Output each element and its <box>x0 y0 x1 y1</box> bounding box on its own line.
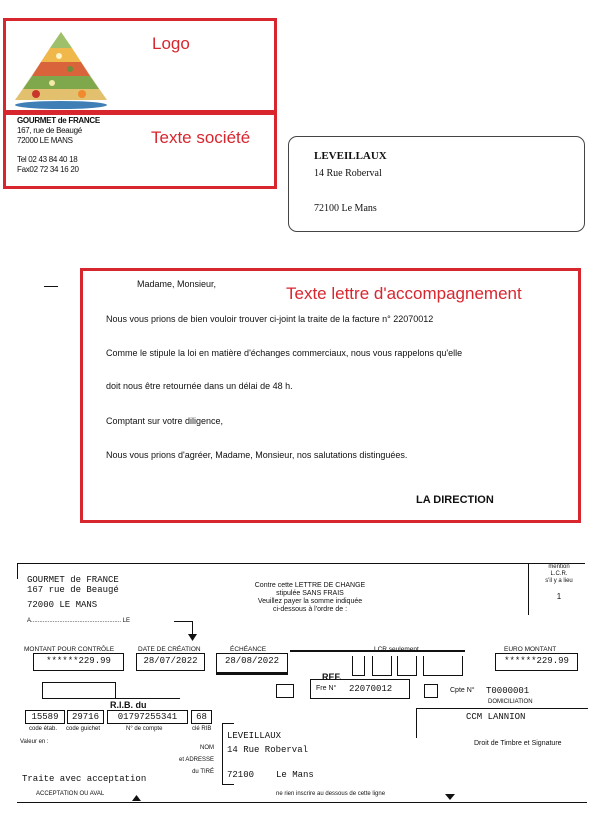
draft-bottom-rule <box>17 802 587 803</box>
amount-control-label: MONTANT POUR CONTRÔLE <box>24 646 115 653</box>
rib-key: 68 <box>196 712 207 722</box>
control-amount: ******229.99 <box>46 656 111 666</box>
creation-date: 28/07/2022 <box>143 656 198 666</box>
letter-greeting: Madame, Monsieur, <box>137 279 217 289</box>
rib-bracket <box>100 698 180 699</box>
lcr-segment-3 <box>397 656 417 676</box>
letter-paragraph-3: doit nous être retournée dans un délai de 48 h. <box>106 381 293 391</box>
euro-amount-box <box>495 653 578 671</box>
company-street: 167, rue de Beaugé <box>17 126 82 135</box>
letter-annotation-label: Texte lettre d'accompagnement <box>286 284 522 303</box>
drawee-city: Le Mans <box>276 770 314 780</box>
creation-date-box <box>136 653 205 671</box>
drawee-postcode: 72100 <box>227 770 255 780</box>
lcr-segment-4 <box>423 656 463 676</box>
acceptance-text: Traite avec acceptation <box>22 774 147 784</box>
adresse-label: et ADRESSE <box>178 757 214 763</box>
branch-code: 29716 <box>71 712 99 722</box>
due-date-box <box>216 653 288 675</box>
down-arrow-icon <box>188 634 197 641</box>
draft-top-rule <box>17 563 585 564</box>
recipient-city: 72100 Le Mans <box>314 203 377 214</box>
mention-box-divider <box>528 563 529 615</box>
place-date-line: A...................................................... LE <box>27 618 131 624</box>
food-pyramid-logo <box>12 28 110 110</box>
rib-key-box <box>191 710 212 724</box>
mention-label-1: mention <box>548 564 570 570</box>
lcr-bracket-top <box>290 650 465 652</box>
drawee-box-bottom <box>222 784 234 785</box>
drawee-box-top <box>222 723 234 724</box>
domiciliation-bank: CCM LANNION <box>466 712 526 722</box>
ref-label: REF. <box>322 672 342 682</box>
letter-signature: LA DIRECTION <box>416 494 494 506</box>
creation-arrow-line-v <box>192 621 193 635</box>
account-number-box <box>107 710 188 724</box>
tire-label: du TIRÉ <box>192 769 214 775</box>
blank-box-mid <box>276 684 294 698</box>
rib-label: R.I.B. du <box>110 700 147 710</box>
company-city: 72000 LE MANS <box>17 136 73 145</box>
euro-amount: ******229.99 <box>504 656 569 666</box>
mention-label-3: s'il y a lieu <box>545 578 573 584</box>
lcr-segment-1 <box>352 656 365 676</box>
due-date-label: ÉCHÉANCE <box>230 646 267 653</box>
invoice-number-label: Fre N° <box>316 685 337 692</box>
invoice-number: 22070012 <box>349 684 393 694</box>
letter-paragraph-4: Comptant sur votre diligence, <box>106 416 224 426</box>
recipient-name: LEVEILLAUX <box>314 150 387 162</box>
company-block <box>17 116 100 175</box>
letter-paragraph-2: Comme le stipule la loi en matière d'échanges commerciaux, nous vous rappelons qu'elle <box>106 348 463 358</box>
down-arrow-icon <box>445 794 455 800</box>
drawer-block <box>27 575 119 610</box>
bank-code: 15589 <box>31 712 59 722</box>
blank-box-left <box>42 682 116 699</box>
drawer-name: GOURMET de FRANCE <box>27 575 119 585</box>
letter-paragraph-5: Nous vous prions d'agréer, Madame, Monsieur, nos salutations distinguées. <box>106 450 408 460</box>
letter-annotation-box <box>80 268 581 523</box>
company-fax: Fax02 72 34 16 20 <box>17 165 79 174</box>
drawer-city: 72000 LE MANS <box>27 600 98 610</box>
draft-left-edge <box>17 563 18 579</box>
nom-label: NOM <box>200 745 214 751</box>
client-account-label: Cpte N° <box>450 687 475 694</box>
branch-code-label: code guichet <box>66 726 101 732</box>
rib-key-label: clé RIB <box>192 726 212 732</box>
drawer-street: 167 rue de Beaugé <box>27 585 119 595</box>
drawee-block <box>227 729 314 782</box>
drawee-labels <box>168 742 214 778</box>
account-number: 01797255341 <box>117 712 178 722</box>
domiciliation-left <box>416 708 417 738</box>
company-phone: Tel 02 43 84 40 18 <box>17 155 78 164</box>
account-number-label: N° de compte <box>126 726 163 732</box>
drawee-name: LEVEILLAUX <box>227 731 282 741</box>
mention-label-2: L.C.R. <box>550 571 568 577</box>
control-amount-box <box>33 653 124 671</box>
letter-paragraph-1: Nous vous prions de bien vouloir trouver ci-joint la traite de la facture n° 22070012 <box>106 314 434 324</box>
acceptance-label: ACCEPTATION OU AVAL <box>36 791 105 797</box>
footer-note: ne rien inscrire au dessous de cette ligne <box>276 791 386 797</box>
creation-date-label: DATE DE CRÉATION <box>138 646 201 653</box>
branch-code-box <box>67 710 104 724</box>
draft-intro-4: ci-dessous à l'ordre de : <box>272 606 348 613</box>
up-arrow-icon <box>132 795 141 801</box>
draft-intro-3: Veuillez payer la somme indiquée <box>257 598 363 605</box>
bank-code-label: code étab. <box>29 726 58 732</box>
draft-intro-1: Contre cette LETTRE DE CHANGE <box>254 582 366 589</box>
fold-mark <box>44 286 58 287</box>
drawee-box-left <box>222 723 223 785</box>
draft-intro-2: stipulée SANS FRAIS <box>276 590 344 597</box>
recipient-address-box <box>288 136 585 232</box>
domiciliation-rule <box>416 708 588 709</box>
value-label: Valeur en : <box>20 739 49 745</box>
logo-annotation-label: Logo <box>152 34 190 53</box>
company-name: GOURMET de FRANCE <box>17 116 100 125</box>
mention-value: 1 <box>556 592 562 601</box>
drawee-street: 14 Rue Roberval <box>227 745 309 755</box>
lcr-mention <box>531 564 587 600</box>
bank-code-box <box>25 710 65 724</box>
draft-intro <box>240 582 380 614</box>
domiciliation-label: DOMICILIATION <box>488 699 533 705</box>
company-annotation-label: Texte société <box>151 128 251 147</box>
invoice-number-box <box>310 679 410 699</box>
recipient-street: 14 Rue Roberval <box>314 168 382 179</box>
lcr-segment-2 <box>372 656 392 676</box>
client-account-number: T0000001 <box>486 686 530 696</box>
euro-amount-label: EURO MONTANT <box>504 646 557 653</box>
blank-box-right <box>424 684 438 698</box>
stamp-signature-label: Droit de Timbre et Signature <box>474 740 562 747</box>
creation-arrow-line-h <box>174 621 193 622</box>
due-date: 28/08/2022 <box>224 656 279 666</box>
